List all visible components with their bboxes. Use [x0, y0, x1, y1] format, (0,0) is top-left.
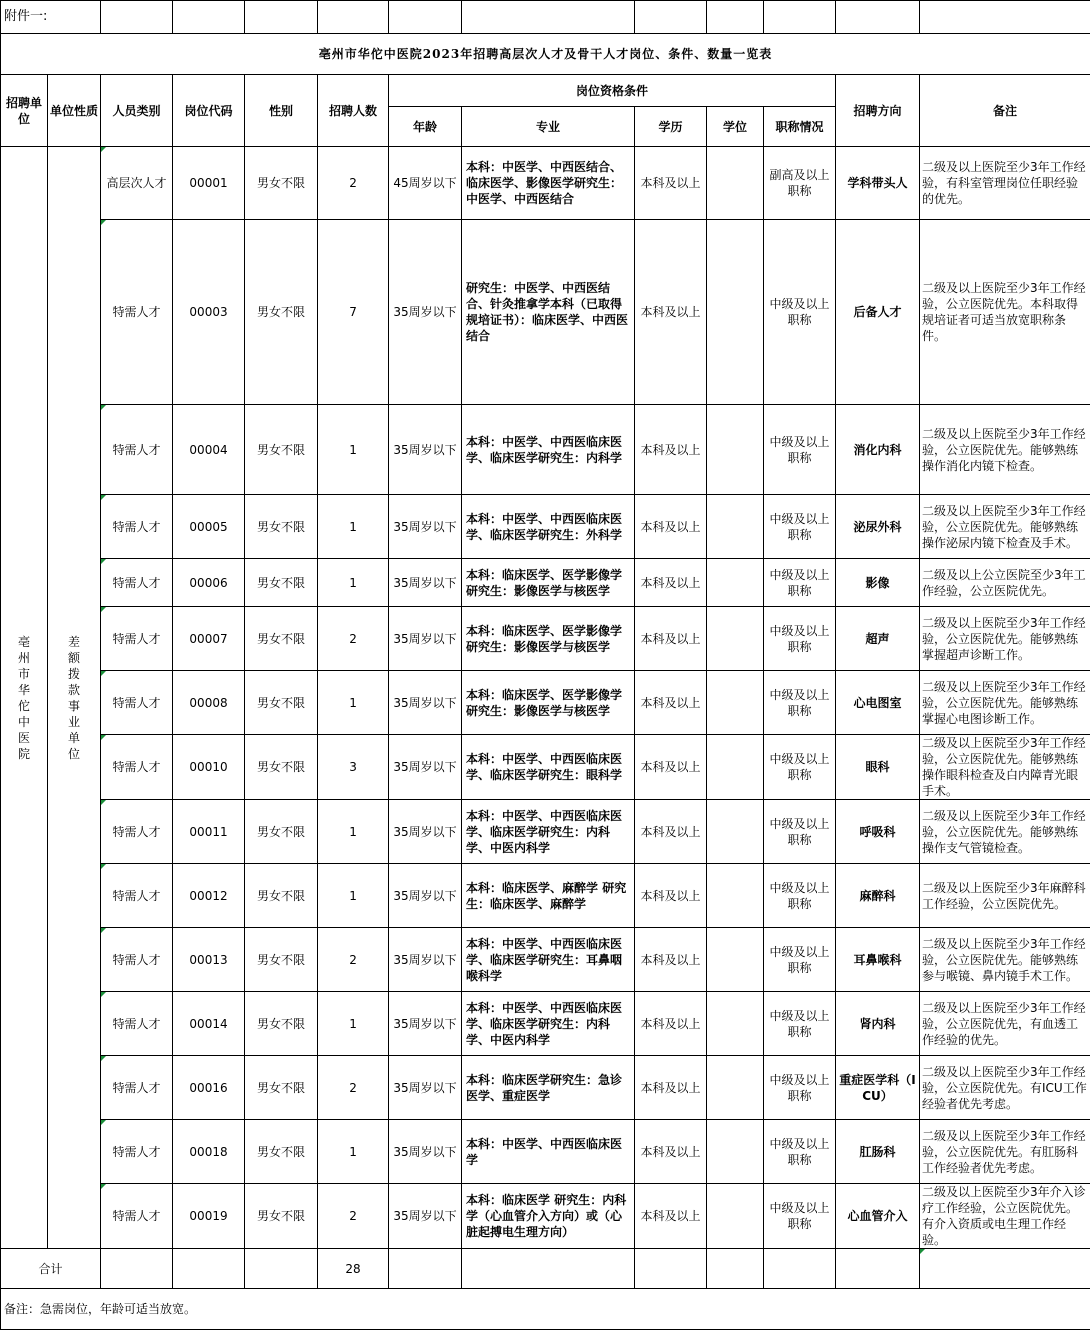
direction-cell: 学科带头人: [836, 147, 920, 220]
nature-char: 差: [48, 634, 100, 650]
count-cell: 1: [318, 992, 389, 1056]
degree-cell: [707, 405, 764, 495]
count-cell: 2: [318, 1056, 389, 1120]
nature-char: 款: [48, 682, 100, 698]
age-cell: 35周岁以下: [389, 1120, 462, 1184]
category-cell: 特需人才: [101, 607, 173, 671]
category-cell: 特需人才: [101, 405, 173, 495]
gender-cell: 男女不限: [245, 607, 318, 671]
direction-cell: 耳鼻喉科: [836, 928, 920, 992]
category-cell: 特需人才: [101, 495, 173, 559]
nature-char: 单: [48, 730, 100, 746]
category-cell: 特需人才: [101, 928, 173, 992]
age-cell: 35周岁以下: [389, 1056, 462, 1120]
unit-name-cell: [1, 147, 48, 1249]
unit-char: 院: [1, 746, 47, 762]
category-cell: 特需人才: [101, 992, 173, 1056]
unit-char: 华: [1, 682, 47, 698]
footer-note: 备注：急需岗位，年龄可适当放宽。: [1, 1289, 1090, 1330]
major-cell: 研究生：中医学、中西医结合、针灸推拿学本科（已取得规培证书）：临床医学、中西医结合: [462, 220, 635, 405]
category-cell: 特需人才: [101, 1184, 173, 1249]
table-row: [1, 405, 1090, 495]
major-cell: 本科：中医学、中西医临床医学、临床医学研究生：耳鼻咽喉科学: [462, 928, 635, 992]
title-level-cell: 中级及以上职称: [764, 671, 836, 735]
remarks-cell: 二级及以上医院至少3年工作经验，公立医院优先，有血透工作经验的优先。: [920, 992, 1090, 1056]
major-cell: 本科：临床医学研究生：急诊医学、重症医学: [462, 1056, 635, 1120]
education-cell: 本科及以上: [635, 559, 707, 607]
header-code: 岗位代码: [173, 75, 245, 147]
degree-cell: [707, 559, 764, 607]
table-row: [1, 671, 1090, 735]
code-cell: 00001: [173, 147, 245, 220]
major-cell: 本科：中医学、中西医临床医学、临床医学研究生：内科学、中医内科学: [462, 800, 635, 864]
code-cell: 00014: [173, 992, 245, 1056]
table-row: [1, 220, 1090, 405]
education-cell: 本科及以上: [635, 992, 707, 1056]
major-cell: 本科：中医学、中西医临床医学: [462, 1120, 635, 1184]
major-cell: 本科：临床医学、医学影像学 研究生：影像医学与核医学: [462, 671, 635, 735]
code-cell: 00005: [173, 495, 245, 559]
unit-char: 州: [1, 650, 47, 666]
count-cell: 1: [318, 864, 389, 928]
table-row: [1, 992, 1090, 1056]
remarks-cell: 二级及以上医院至少3年工作经验，公立医院优先。本科取得规培证者可适当放宽职称条件。: [920, 220, 1090, 405]
unit-char: 市: [1, 666, 47, 682]
gender-cell: 男女不限: [245, 559, 318, 607]
gender-cell: 男女不限: [245, 220, 318, 405]
age-cell: 35周岁以下: [389, 405, 462, 495]
category-cell: 特需人才: [101, 735, 173, 800]
gender-cell: 男女不限: [245, 671, 318, 735]
education-cell: 本科及以上: [635, 735, 707, 800]
major-cell: 本科：中医学、中西医临床医学、临床医学研究生：内科学: [462, 405, 635, 495]
age-cell: 35周岁以下: [389, 671, 462, 735]
nature-char: 事: [48, 698, 100, 714]
education-cell: 本科及以上: [635, 864, 707, 928]
age-cell: 35周岁以下: [389, 800, 462, 864]
education-cell: 本科及以上: [635, 607, 707, 671]
header-direction: 招聘方向: [836, 75, 920, 147]
table-row: [1, 147, 1090, 220]
header-nature: 单位性质: [48, 75, 101, 147]
title-level-cell: 中级及以上职称: [764, 992, 836, 1056]
count-cell: 1: [318, 405, 389, 495]
education-cell: 本科及以上: [635, 1120, 707, 1184]
header-unit: 招聘单位: [1, 75, 48, 147]
table-row: [1, 800, 1090, 864]
degree-cell: [707, 864, 764, 928]
category-cell: 特需人才: [101, 220, 173, 405]
remarks-cell: 二级及以上医院至少3年介入诊疗工作经验，公立医院优先。有介入资质或电生理工作经验。: [920, 1184, 1090, 1249]
total-row: [1, 1249, 1090, 1289]
nature-char: 业: [48, 714, 100, 730]
gender-cell: 男女不限: [245, 405, 318, 495]
gender-cell: 男女不限: [245, 1056, 318, 1120]
gender-cell: 男女不限: [245, 147, 318, 220]
gender-cell: 男女不限: [245, 992, 318, 1056]
age-cell: 45周岁以下: [389, 147, 462, 220]
age-cell: 35周岁以下: [389, 220, 462, 405]
unit-char: 医: [1, 730, 47, 746]
remarks-cell: 二级及以上医院至少3年工作经验，公立医院优先。能够熟练操作支气管镜检查。: [920, 800, 1090, 864]
degree-cell: [707, 147, 764, 220]
degree-cell: [707, 928, 764, 992]
title-level-cell: 中级及以上职称: [764, 928, 836, 992]
degree-cell: [707, 992, 764, 1056]
count-cell: 2: [318, 928, 389, 992]
direction-cell: 后备人才: [836, 220, 920, 405]
direction-cell: 麻醉科: [836, 864, 920, 928]
title-level-cell: 中级及以上职称: [764, 735, 836, 800]
title-level-cell: 副高及以上职称: [764, 147, 836, 220]
code-cell: 00008: [173, 671, 245, 735]
table-row: [1, 495, 1090, 559]
remarks-cell: 二级及以上医院至少3年工作经验，公立医院优先。能够熟练操作眼科检查及白内障青光眼手术。: [920, 735, 1090, 800]
attachment-label: 附件一:: [1, 1, 101, 34]
count-cell: 3: [318, 735, 389, 800]
age-cell: 35周岁以下: [389, 1184, 462, 1249]
direction-cell: 泌尿外科: [836, 495, 920, 559]
education-cell: 本科及以上: [635, 800, 707, 864]
code-cell: 00006: [173, 559, 245, 607]
code-cell: 00011: [173, 800, 245, 864]
direction-cell: 呼吸科: [836, 800, 920, 864]
remarks-cell: 二级及以上医院至少3年工作经验，有科室管理岗位任职经验的优先。: [920, 147, 1090, 220]
count-cell: 1: [318, 495, 389, 559]
gender-cell: 男女不限: [245, 1184, 318, 1249]
education-cell: 本科及以上: [635, 1184, 707, 1249]
degree-cell: [707, 800, 764, 864]
gender-cell: 男女不限: [245, 800, 318, 864]
gender-cell: 男女不限: [245, 735, 318, 800]
major-cell: 本科：临床医学、麻醉学 研究生：临床医学、麻醉学: [462, 864, 635, 928]
count-cell: 1: [318, 559, 389, 607]
category-cell: 特需人才: [101, 800, 173, 864]
header-count: 招聘人数: [318, 75, 389, 147]
education-cell: 本科及以上: [635, 147, 707, 220]
direction-cell: 重症医学科（ICU）: [836, 1056, 920, 1120]
degree-cell: [707, 495, 764, 559]
age-cell: 35周岁以下: [389, 607, 462, 671]
code-cell: 00003: [173, 220, 245, 405]
unit-char: 亳: [1, 634, 47, 650]
degree-cell: [707, 735, 764, 800]
category-cell: 特需人才: [101, 864, 173, 928]
direction-cell: 心电图室: [836, 671, 920, 735]
category-cell: 高层次人才: [101, 147, 173, 220]
education-cell: 本科及以上: [635, 1056, 707, 1120]
remarks-cell: 二级及以上医院至少3年麻醉科工作经验，公立医院优先。: [920, 864, 1090, 928]
education-cell: 本科及以上: [635, 928, 707, 992]
direction-cell: 心血管介入: [836, 1184, 920, 1249]
degree-cell: [707, 220, 764, 405]
nature-char: 位: [48, 746, 100, 762]
category-cell: 特需人才: [101, 671, 173, 735]
education-cell: 本科及以上: [635, 220, 707, 405]
table-row: [1, 559, 1090, 607]
remarks-cell: 二级及以上医院至少3年工作经验，公立医院优先。能够熟练掌握超声诊断工作。: [920, 607, 1090, 671]
title-level-cell: 中级及以上职称: [764, 495, 836, 559]
remarks-cell: 二级及以上医院至少3年工作经验，公立医院优先。能够熟练掌握心电图诊断工作。: [920, 671, 1090, 735]
remarks-cell: 二级及以上医院至少3年工作经验，公立医院优先。有肛肠科工作经验者优先考虑。: [920, 1120, 1090, 1184]
gender-cell: 男女不限: [245, 864, 318, 928]
header-title-level: 职称情况: [764, 107, 836, 147]
title-level-cell: 中级及以上职称: [764, 1120, 836, 1184]
table-row: [1, 1120, 1090, 1184]
degree-cell: [707, 1120, 764, 1184]
code-cell: 00012: [173, 864, 245, 928]
title-level-cell: 中级及以上职称: [764, 559, 836, 607]
header-degree: 学位: [707, 107, 764, 147]
remarks-cell: 二级及以上医院至少3年工作经验，公立医院优先。有ICU工作经验者优先考虑。: [920, 1056, 1090, 1120]
gender-cell: 男女不限: [245, 928, 318, 992]
category-cell: 特需人才: [101, 1056, 173, 1120]
remarks-cell: 二级及以上公立医院至少3年工作经验，公立医院优先。: [920, 559, 1090, 607]
category-cell: 特需人才: [101, 1120, 173, 1184]
count-cell: 1: [318, 671, 389, 735]
header-qualifications: 岗位资格条件: [389, 75, 836, 107]
header-remarks: 备注: [920, 75, 1090, 147]
table-row: [1, 607, 1090, 671]
nature-char: 拨: [48, 666, 100, 682]
count-cell: 2: [318, 1184, 389, 1249]
total-label: 合计: [1, 1249, 101, 1289]
degree-cell: [707, 607, 764, 671]
direction-cell: 眼科: [836, 735, 920, 800]
table-row: [1, 735, 1090, 800]
code-cell: 00010: [173, 735, 245, 800]
count-cell: 1: [318, 800, 389, 864]
nature-char: 额: [48, 650, 100, 666]
category-cell: 特需人才: [101, 559, 173, 607]
gender-cell: 男女不限: [245, 495, 318, 559]
major-cell: 本科：临床医学、医学影像学 研究生：影像医学与核医学: [462, 607, 635, 671]
age-cell: 35周岁以下: [389, 559, 462, 607]
education-cell: 本科及以上: [635, 671, 707, 735]
count-cell: 1: [318, 1120, 389, 1184]
age-cell: 35周岁以下: [389, 992, 462, 1056]
unit-char: 中: [1, 714, 47, 730]
table-row: [1, 928, 1090, 992]
remarks-cell: 二级及以上医院至少3年工作经验，公立医院优先。能够熟练操作泌尿内镜下检查及手术。: [920, 495, 1090, 559]
education-cell: 本科及以上: [635, 405, 707, 495]
education-cell: 本科及以上: [635, 495, 707, 559]
code-cell: 00007: [173, 607, 245, 671]
title-level-cell: 中级及以上职称: [764, 1184, 836, 1249]
table-row: [1, 1184, 1090, 1249]
title-level-cell: 中级及以上职称: [764, 800, 836, 864]
title-level-cell: 中级及以上职称: [764, 405, 836, 495]
degree-cell: [707, 1056, 764, 1120]
title-level-cell: 中级及以上职称: [764, 864, 836, 928]
gender-cell: 男女不限: [245, 1120, 318, 1184]
direction-cell: 消化内科: [836, 405, 920, 495]
header-major: 专业: [462, 107, 635, 147]
age-cell: 35周岁以下: [389, 928, 462, 992]
header-gender: 性别: [245, 75, 318, 147]
title-level-cell: 中级及以上职称: [764, 607, 836, 671]
header-education: 学历: [635, 107, 707, 147]
direction-cell: 影像: [836, 559, 920, 607]
count-cell: 7: [318, 220, 389, 405]
major-cell: 本科：中医学、中西医临床医学、临床医学研究生：眼科学: [462, 735, 635, 800]
major-cell: 本科：临床医学 研究生：内科学（心血管介入方向）或（心脏起搏电生理方向）: [462, 1184, 635, 1249]
major-cell: 本科：中医学、中西医临床医学、临床医学研究生：内科学、中医内科学: [462, 992, 635, 1056]
major-cell: 本科：中医学、中西医临床医学、临床医学研究生：外科学: [462, 495, 635, 559]
remarks-cell: 二级及以上医院至少3年工作经验，公立医院优先。能够熟练操作消化内镜下检查。: [920, 405, 1090, 495]
direction-cell: 肾内科: [836, 992, 920, 1056]
remarks-cell: 二级及以上医院至少3年工作经验，公立医院优先。能够熟练参与喉镜、鼻内镜手术工作。: [920, 928, 1090, 992]
header-age: 年龄: [389, 107, 462, 147]
title-level-cell: 中级及以上职称: [764, 1056, 836, 1120]
unit-nature-cell: [48, 147, 101, 1249]
age-cell: 35周岁以下: [389, 864, 462, 928]
total-count: 28: [318, 1249, 389, 1289]
code-cell: 00018: [173, 1120, 245, 1184]
code-cell: 00016: [173, 1056, 245, 1120]
age-cell: 35周岁以下: [389, 735, 462, 800]
code-cell: 00013: [173, 928, 245, 992]
direction-cell: 肛肠科: [836, 1120, 920, 1184]
code-cell: 00019: [173, 1184, 245, 1249]
age-cell: 35周岁以下: [389, 495, 462, 559]
table-row: [1, 1056, 1090, 1120]
unit-char: 佗: [1, 698, 47, 714]
code-cell: 00004: [173, 405, 245, 495]
header-category: 人员类别: [101, 75, 173, 147]
table-row: [1, 864, 1090, 928]
major-cell: 本科：临床医学、医学影像学 研究生：影像医学与核医学: [462, 559, 635, 607]
count-cell: 2: [318, 607, 389, 671]
degree-cell: [707, 671, 764, 735]
major-cell: 本科：中医学、中西医结合、临床医学、影像医学研究生：中医学、中西医结合: [462, 147, 635, 220]
title-level-cell: 中级及以上职称: [764, 220, 836, 405]
direction-cell: 超声: [836, 607, 920, 671]
document-title: 亳州市华佗中医院2023年招聘高层次人才及骨干人才岗位、条件、数量一览表: [1, 34, 1090, 75]
degree-cell: [707, 1184, 764, 1249]
count-cell: 2: [318, 147, 389, 220]
